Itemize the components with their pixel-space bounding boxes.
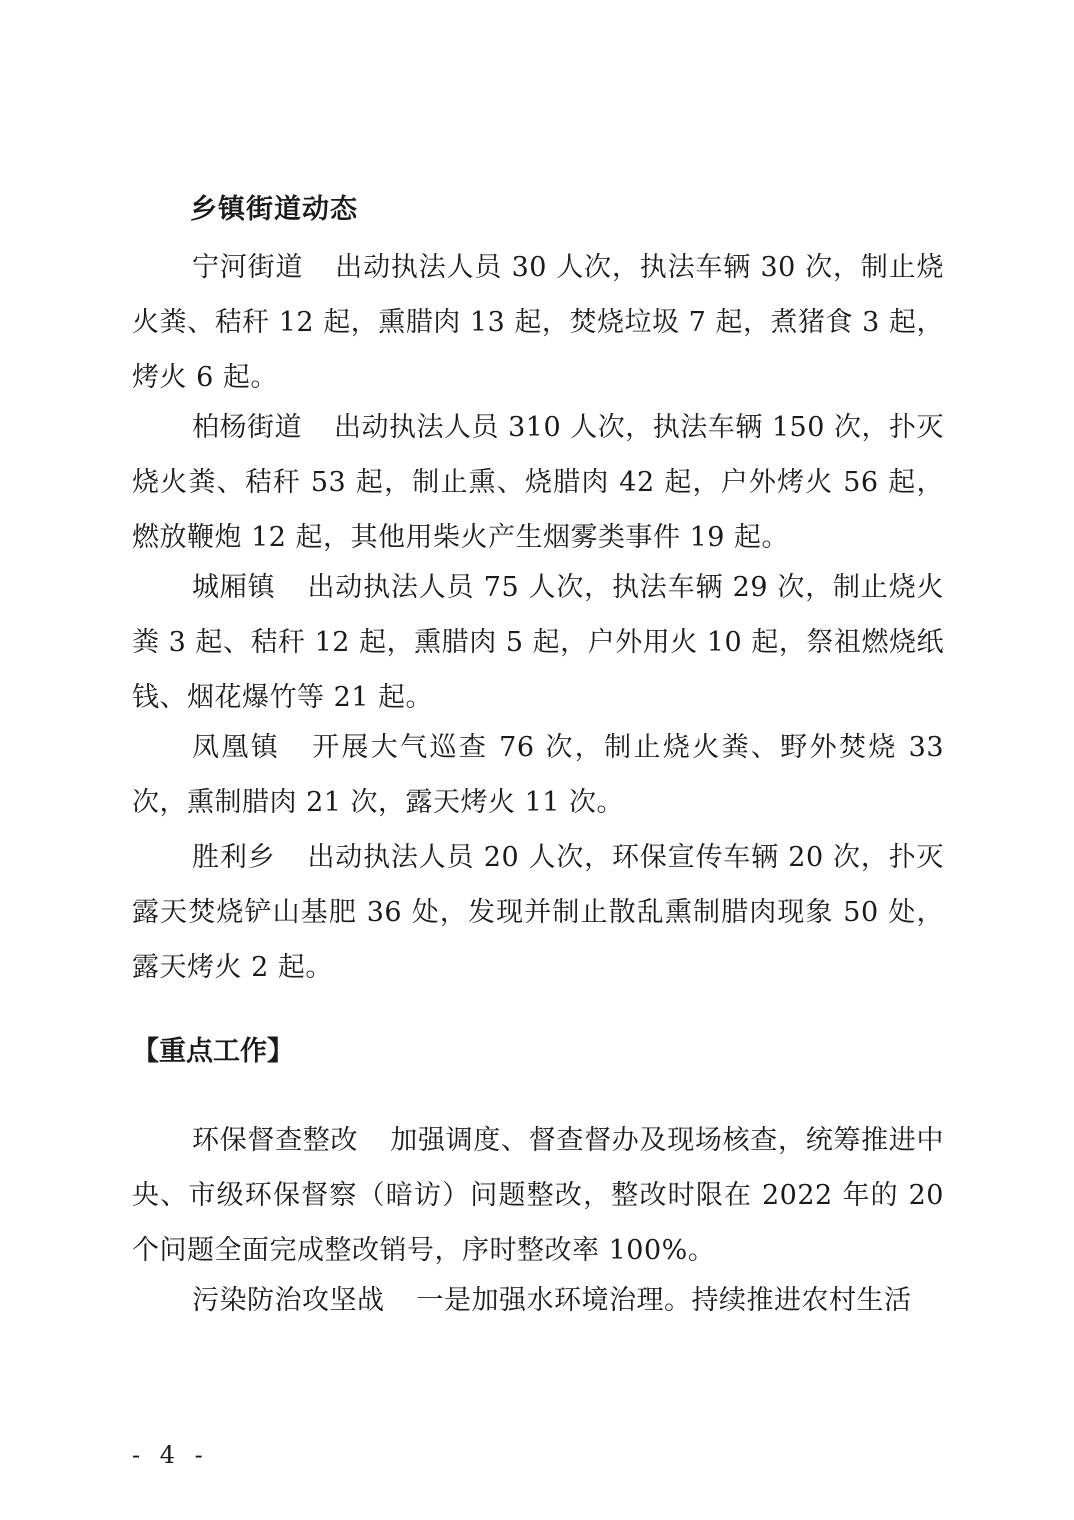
paragraph-lead: 污染防治攻坚战 — [192, 1285, 385, 1316]
paragraph-text: 出动执法人员 30 人次，执法车辆 30 次，制止烧火粪、秸秆 12 起，熏腊肉 13 起，焚烧垃圾 7 起，煮猪食 3 起，烤火 6 起。 — [132, 252, 945, 393]
paragraph-inspection-rectification — [132, 1113, 944, 1278]
paragraph-chengxiang — [132, 560, 944, 725]
paragraph-text: 出动执法人员 20 人次，环保宣传车辆 20 次，扑灭露天焚烧铲山基肥 36 处，发现并制止散乱熏制腊肉现象 50 处，露天烤火 2 起。 — [132, 842, 945, 983]
paragraph-lead: 城厢镇 — [192, 572, 276, 603]
page-number: - 4 - — [132, 1441, 209, 1469]
paragraph-text: 出动执法人员 310 人次，执法车辆 150 次，扑灭烧火粪、秸秆 53 起，制止熏、烧腊肉 42 起，户外烤火 56 起，燃放鞭炮 12 起，其他用柴火产生烟雾类事件 19 起。 — [132, 412, 944, 553]
paragraph-pollution-control — [132, 1273, 944, 1328]
paragraph-text: 开展大气巡查 76 次，制止烧火粪、野外焚烧 33 次，熏制腊肉 21 次，露天烤火 11 次。 — [132, 732, 945, 818]
section-title: 乡镇街道动态 — [190, 194, 358, 225]
paragraph-fenghuang — [132, 720, 944, 830]
paragraph-ninghe — [132, 240, 944, 405]
paragraph-lead: 凤凰镇 — [192, 732, 281, 763]
paragraph-baiyang — [132, 400, 944, 565]
paragraph-text: 加强调度、督查督办及现场核查，统筹推进中央、市级环保督察（暗访）问题整改，整改时限在 2022 年的 20 个问题全面完成整改销号，序时整改率 100%。 — [132, 1125, 945, 1266]
key-work-heading: 【重点工作】 — [132, 1036, 294, 1067]
paragraph-shengli — [132, 830, 944, 995]
paragraph-text: 一是加强水环境治理。持续推进农村生活 — [416, 1285, 912, 1316]
paragraph-lead: 胜利乡 — [192, 842, 276, 873]
paragraph-lead: 宁河街道 — [192, 252, 304, 283]
paragraph-lead: 柏杨街道 — [192, 412, 303, 443]
paragraph-lead: 环保督查整改 — [192, 1125, 359, 1156]
paragraph-text: 出动执法人员 75 人次，执法车辆 29 次，制止烧火粪 3 起、秸秆 12 起，熏腊肉 5 起，户外用火 10 起，祭祖燃烧纸钱、烟花爆竹等 21 起。 — [132, 572, 945, 713]
